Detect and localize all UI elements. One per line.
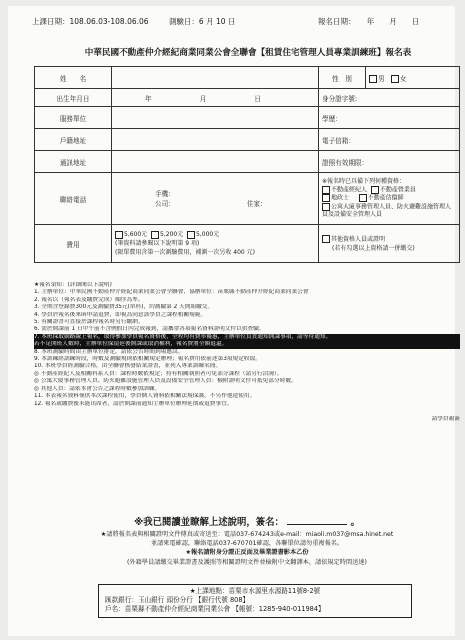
company-field[interactable]	[112, 107, 319, 129]
note-line: 6. 需於開課前 1 日中午前不含例假日內完成報到，請攜帶各項報名資料證明文件以供查驗。	[34, 326, 265, 333]
note-line: 5. 有關證書可直接於課程報名時另行繳納。	[34, 319, 144, 326]
domicile-field[interactable]	[112, 129, 319, 151]
fee-label: 費用	[35, 225, 112, 263]
contact-line: ★報名請附身分證正反面及畢業證書影本乙份	[185, 549, 309, 557]
qualification-title: ※報名時已具備下列何種資格：	[322, 177, 406, 185]
other-qualification-box: 其他資格人員或證明 (若有勾選以上資格請一併繳交)	[319, 225, 460, 263]
q4-checkbox[interactable]	[359, 194, 367, 202]
education-field[interactable]: 學歷：	[319, 107, 460, 129]
sex-label: 性 別	[319, 67, 366, 89]
note-line: 2. 報名以（報名表及繳費完成）順序為準。	[34, 296, 144, 303]
mail-address-field[interactable]	[112, 151, 319, 173]
note-line: ◎ 公寓大廈事務管理人員、防火避難設施管理人員及設備安全管理人員：檢附證明文件可抵免部分時數。	[34, 378, 297, 385]
note-line: ◎ 不動產經紀人及相關科系人員：課程時數依規定；持有相關執照者可免部分課程（請另行洽詢）。	[34, 370, 283, 377]
fee-note-2: (限單費用含第一次測驗費用，補測一次另收 400 元)	[115, 249, 255, 256]
birth-field[interactable]: 年 月 日	[112, 89, 319, 107]
email-field[interactable]: 電子信箱：	[319, 129, 460, 151]
note-line-highlighted: 若不足開班人數時，主辦單位保留延後開課或取消權利，報名費將全額退還。	[34, 341, 460, 348]
register-date: 報名日期： 年 月 日	[318, 17, 420, 26]
sex-options: 男 女	[366, 67, 460, 89]
phone-fields	[112, 173, 319, 225]
date-line	[32, 16, 452, 27]
id-number-field[interactable]: 身分證字號:	[319, 89, 460, 107]
fee-c-checkbox[interactable]	[187, 231, 195, 239]
application-form-sheet	[8, 6, 460, 636]
name-field[interactable]	[112, 67, 319, 89]
note-line-highlighted: 7. 本班採取網路線上報名，取得參加學員報名資格後，全程均有費率優惠，主辦單位負責通知開課事項，請等待通知。	[34, 334, 460, 341]
domicile-label: 戶籍地址	[35, 129, 112, 151]
signature-text: ※我已閱讀並瞭解上述說明，簽名：	[134, 517, 284, 528]
fee-b-checkbox[interactable]	[151, 231, 159, 239]
note-line: 10. 本班學員經測驗合格，由全聯會核發結業證書，並列入專業訓練名冊。	[34, 363, 222, 370]
notes-signoff: 請學員親簽	[431, 415, 460, 422]
class-location: ★上課地點：苗栗市水源里水源路11號8-2號	[189, 587, 321, 595]
office-field[interactable]: 公司： 住家：	[155, 199, 267, 208]
phone-label: 聯絡電話	[35, 173, 112, 225]
form-title: 中華民國不動產仲介經紀商業同業公會全聯會【租賃住宅管理人員專業訓練班】報名表	[84, 48, 412, 58]
home-field[interactable]: 住家：	[246, 199, 267, 208]
contact-line: ★請將報名表與相關證明文件傳真或寄送至：電話037-674243或e-mail：miaoli.m037@msa.hinet.net	[100, 531, 394, 538]
note-line: 1. 主辦單位：中華民國不動產仲介經紀商業同業公會全聯會、協辦單位：苗栗縣不動產仲介經紀商業同業公會	[34, 289, 309, 296]
signature-field[interactable]	[287, 524, 347, 525]
account-name: 戶名：苗栗縣不動產仲介經紀商業同業公會 【帳號：1285-940-011984】	[105, 605, 325, 614]
q1-checkbox[interactable]	[322, 186, 330, 194]
male-checkbox[interactable]	[369, 75, 377, 83]
note-line: 11. 本表報名資料僅供本次課程使用，學員個人資料依相關法規保護，不另作他途使用。	[34, 393, 256, 400]
note-line: ★報名須知：(詳細閱以下說明)	[34, 282, 112, 288]
q2-checkbox[interactable]	[371, 186, 379, 194]
note-line: 9. 本訓練經訓練時段，時數及測驗規則依相關規定辦理；報名費用依前述第3項規定收取。	[34, 356, 261, 363]
q5-checkbox[interactable]	[322, 203, 330, 211]
q6-checkbox[interactable]	[322, 235, 330, 243]
fee-note: (筆資料請參閱以下說明第 9 項)	[115, 240, 200, 247]
class-dates: 上課日期：108.06.03-108.06.06	[32, 17, 149, 26]
signature-line	[34, 514, 460, 528]
q6-note: (若有勾選以上資格請一併繳交)	[332, 244, 415, 252]
signature-suffix: 。	[350, 517, 360, 528]
mail-address-label: 通訊地址	[35, 151, 112, 173]
test-date: 測驗日：6 月 10 日	[168, 17, 236, 26]
bank-info-box	[98, 584, 412, 618]
female-checkbox[interactable]	[391, 75, 399, 83]
q3-checkbox[interactable]	[322, 194, 330, 202]
mobile-field[interactable]: 手機：	[155, 189, 175, 198]
note-line: 8. 本班測驗時間由主辦單位排定，請依公告時間到場應試。	[34, 348, 184, 355]
cert-expiry-field[interactable]: 證照有效期限：	[319, 151, 460, 173]
note-line: 12. 報名或繳費後未能出席者，請於開課前通知主辦單位辦理延期或退費事宜。	[34, 400, 233, 407]
birth-label: 出生年月日	[35, 89, 112, 107]
name-label: 姓 名	[35, 67, 112, 89]
note-line: 3. 全期含登錄費300元及測驗費35元(單科)，約測驗第 2 天開始繳交。	[34, 304, 214, 311]
registration-table	[34, 66, 460, 263]
note-line: 4. 學員於報名後來函申請退費，即視為同意該學員之課程相關規範。	[34, 311, 207, 318]
contact-line: 並請來電確認，聯絡電話037-670701確認，各聯單位請勿重複報名。	[150, 540, 344, 548]
company-label: 服務單位	[35, 107, 112, 129]
contact-info	[34, 530, 460, 567]
fee-a-checkbox[interactable]	[115, 231, 123, 239]
note-line: ◎ 其他人員：請依本會公告之課程時數參加訓練。	[34, 385, 161, 392]
contact-line: (外籍學員請繳交畢業證書及護照等相關證明文件並檢附中文翻譯本，請依規定時間送達)	[127, 558, 367, 566]
bank-account: 匯款銀行：玉山銀行 頭份分行 【銀行代號 808】	[105, 596, 250, 605]
fee-options: 5,600元 5,200元 5,000元 (筆資料請參閱以下說明第 9 項) (限單費用含第一次測驗費用，補測一次另收 400 元)	[112, 225, 319, 263]
registration-notes	[34, 282, 460, 423]
qualification-box: ※報名時已具備下列何種資格： 不動產經紀人 不動產營業員 地政士 不動產估價師 公寓大廈事務管理人員、防火避難設施管理人員及設備安全管理人員	[319, 173, 460, 225]
